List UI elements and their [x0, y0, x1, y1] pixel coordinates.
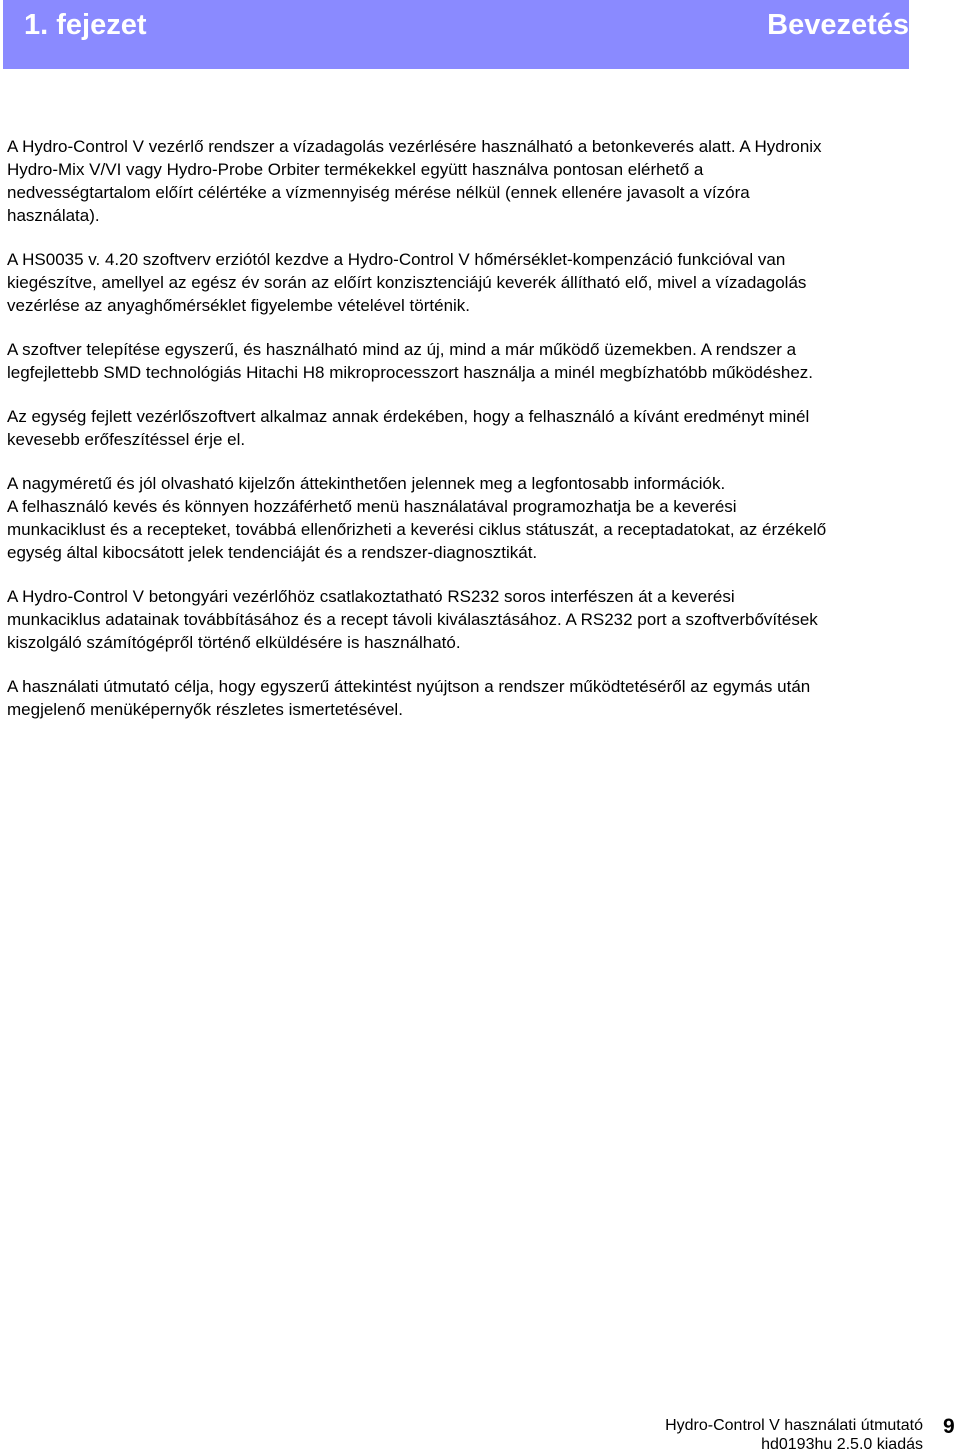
- paragraph-display: A nagyméretű és jól olvasható kijelzőn áttekinthetően jelennek meg a legfontosabb információk.: [7, 474, 726, 493]
- page-footer: [665, 1416, 923, 1454]
- chapter-number: 1. fejezet: [24, 9, 147, 41]
- chapter-header: [3, 0, 909, 69]
- chapter-title: Bevezetés: [767, 9, 909, 41]
- paragraph-control-software: Az egység fejlett vezérlőszoftvert alkalmaz annak érdekében, hogy a felhasználó a kívánt eredményt minél kevesebb erőfeszítéssel érje el.: [7, 407, 810, 449]
- page-number: 9: [943, 1415, 955, 1438]
- paragraph-intro: A Hydro-Control V vezérlő rendszer a vízadagolás vezérlésére használható a betonkeverés alatt. A Hydronix Hydro-Mix V/VI vagy Hydro-Probe Orbiter termékekkel együtt használva pontosan elérhető a nedvességtartalom előírt célértéke a vízmennyiség mérése nélkül (ennek ellenére javasolt a vízóra használata).: [7, 137, 822, 225]
- body-text: [7, 135, 960, 742]
- footer-manual-title: Hydro-Control V használati útmutató: [665, 1417, 923, 1434]
- paragraph-installation: A szoftver telepítése egyszerű, és használható mind az új, mind a már működő üzemekben. A rendszer a legfejlettebb SMD technológiás Hitachi H8 mikroprocesszort használja a minél megbízhatóbb működéshez.: [7, 340, 814, 382]
- paragraph-menu: A felhasználó kevés és könnyen hozzáférhető menü használatával programozhatja be a keverési munkaciklust és a recepteket, továbbá ellenőrizheti a keverési ciklus státuszát, a receptadatokat, az érzékelő egység által kibocsátott jelek tendenciáját és a rendszer-diagnosztikát.: [7, 497, 827, 562]
- footer-edition: hd0193hu 2.5.0 kiadás: [761, 1436, 923, 1453]
- paragraph-temperature-compensation: A HS0035 v. 4.20 szoftverv erziótól kezdve a Hydro-Control V hőmérséklet-kompenzáció funkcióval van kiegészítve, amellyel az egész év során az előírt konzisztenciájú keverék állítható elő, mivel a vízadagolás vezérlése az anyaghőmérséklet figyelembe vételével történik.: [7, 250, 807, 315]
- paragraph-manual-purpose: A használati útmutató célja, hogy egyszerű áttekintést nyújtson a rendszer működtetéséről az egymás után megjelenő menüképernyők részletes ismertetésével.: [7, 677, 811, 719]
- paragraph-rs232: A Hydro-Control V betongyári vezérlőhöz csatlakoztatható RS232 soros interfészen át a keverési munkaciklus adatainak továbbításához és a recept távoli kiválasztásához. A RS232 port a szoftverbővítések kiszolgáló számítógépről történő elküldésére is használható.: [7, 587, 818, 652]
